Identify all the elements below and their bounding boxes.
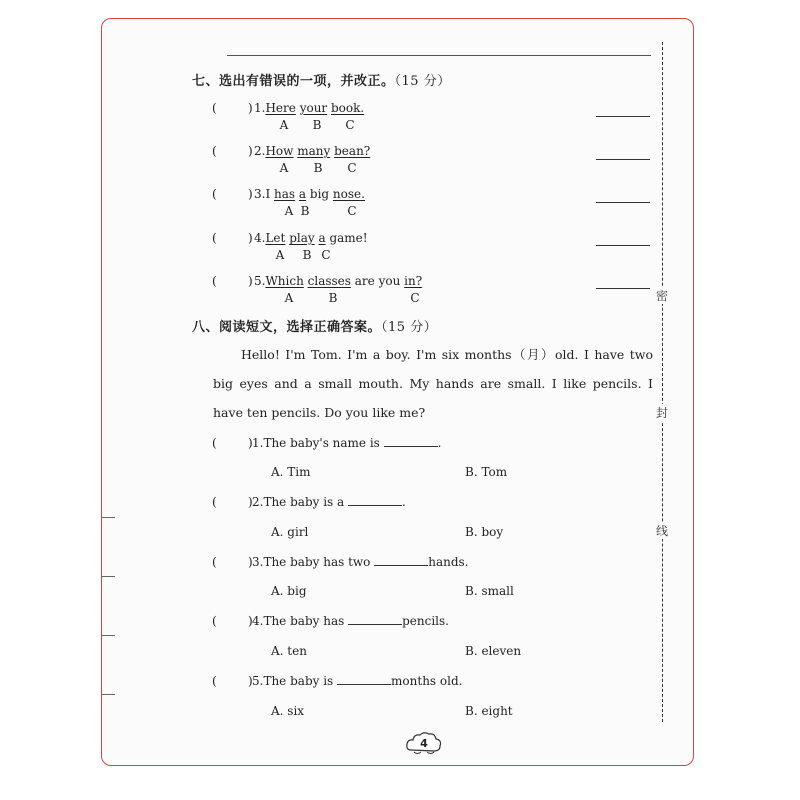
fill-blank[interactable] <box>337 674 391 685</box>
option-a[interactable]: A. six <box>271 704 305 718</box>
option-word-b: classes <box>307 274 351 288</box>
question-text-end: months old. <box>391 674 463 688</box>
option-letter: C <box>321 248 331 262</box>
question-number: 2. <box>252 495 264 509</box>
reading-question-4 <box>252 614 449 628</box>
correction-line[interactable] <box>596 202 650 203</box>
page-number-cloud-icon <box>405 730 443 756</box>
question-number: 1. <box>254 101 266 115</box>
option-a[interactable]: A. ten <box>271 644 307 658</box>
option-word-b: your <box>299 101 328 115</box>
question-number: 3. <box>252 555 264 569</box>
reading-question-3 <box>252 555 468 569</box>
page-number-badge <box>405 730 443 756</box>
bracket-open: ( <box>212 187 217 201</box>
option-word-c: nose. <box>332 187 365 201</box>
bracket-open: ( <box>212 144 217 158</box>
question-text-end: . <box>437 436 442 450</box>
question-number: 4. <box>254 231 266 245</box>
section-8-title <box>192 316 437 335</box>
question-text-end: hands. <box>428 555 469 569</box>
plain-word: are you <box>354 274 401 288</box>
section-8-title-text: 八、阅读短文，选择正确答案。 <box>192 320 382 335</box>
error-question-3 <box>254 187 365 201</box>
bracket-close: ) <box>248 274 253 288</box>
plain-word: game! <box>329 231 368 245</box>
option-letter: A <box>275 248 285 262</box>
question-text-end: . <box>402 495 406 509</box>
section-7-score: （15 分） <box>394 74 451 89</box>
question-text: The baby is <box>263 674 334 688</box>
question-text: The baby's name is <box>263 436 380 450</box>
option-letter: B <box>313 161 323 175</box>
bracket-close: ) <box>248 495 253 509</box>
bracket-open: ( <box>212 674 217 688</box>
option-letter: C <box>410 291 420 305</box>
section-7-title <box>192 70 451 89</box>
error-question-4 <box>254 231 368 245</box>
question-text: The baby has two <box>263 555 371 569</box>
bracket-close: ) <box>248 231 253 245</box>
option-letter: B <box>302 248 312 262</box>
fill-blank[interactable] <box>384 436 438 447</box>
bracket-open: ( <box>212 555 217 569</box>
option-letter: B <box>328 291 338 305</box>
binding-char-xian: 线 <box>653 522 671 539</box>
option-letter: B <box>312 118 322 132</box>
option-b[interactable]: B. small <box>465 584 514 598</box>
binding-char-feng: 封 <box>653 404 671 421</box>
question-number: 1. <box>252 436 264 450</box>
bracket-open: ( <box>212 495 217 509</box>
option-word-a: How <box>265 144 294 158</box>
question-text-end: pencils. <box>402 614 449 628</box>
error-question-1 <box>254 101 364 115</box>
correction-line[interactable] <box>596 245 650 246</box>
option-b[interactable]: B. Tom <box>465 465 508 479</box>
option-b[interactable]: B. boy <box>465 525 504 539</box>
question-number: 3. <box>254 187 266 201</box>
error-question-5 <box>254 274 422 288</box>
fill-blank[interactable] <box>348 495 402 506</box>
option-letter: B <box>300 204 310 218</box>
binding-fold-line <box>662 42 663 722</box>
bracket-open: ( <box>212 436 217 450</box>
reading-passage: Hello! I'm Tom. I'm a boy. I'm six months（月）old. I have two big eyes and a small mouth. My hands are small. I like pencils. I have ten pencils. Do you like me? <box>213 347 653 420</box>
option-letter: A <box>284 204 294 218</box>
option-b[interactable]: B. eleven <box>465 644 522 658</box>
bracket-close: ) <box>248 674 253 688</box>
option-word-c: a <box>318 231 326 245</box>
page-number: 4 <box>420 737 428 750</box>
option-word-b: many <box>297 144 331 158</box>
option-a[interactable]: A. Tim <box>271 465 311 479</box>
bracket-close: ) <box>248 436 253 450</box>
option-letter: C <box>347 204 357 218</box>
option-b[interactable]: B. eight <box>465 704 513 718</box>
option-word-a: Here <box>265 101 296 115</box>
section-8-score: （15 分） <box>381 320 438 335</box>
header-rule <box>227 55 651 56</box>
question-number: 2. <box>254 144 266 158</box>
option-word-a: Which <box>265 274 304 288</box>
section-7-title-text: 七、选出有错误的一项，并改正。 <box>192 74 395 89</box>
option-letter: A <box>284 291 294 305</box>
bracket-close: ) <box>248 144 253 158</box>
plain-word: I <box>265 187 271 201</box>
margin-tick <box>101 635 115 636</box>
plain-word: big <box>309 187 330 201</box>
bracket-open: ( <box>212 614 217 628</box>
reading-question-1 <box>252 436 442 450</box>
option-word-a: has <box>274 187 296 201</box>
question-text: The baby has <box>263 614 345 628</box>
fill-blank[interactable] <box>348 614 402 625</box>
option-letter: C <box>347 161 357 175</box>
margin-tick <box>101 694 115 695</box>
question-number: 5. <box>254 274 266 288</box>
bracket-open: ( <box>212 101 217 115</box>
bracket-close: ) <box>248 555 253 569</box>
bracket-close: ) <box>248 101 253 115</box>
option-letter: A <box>279 161 289 175</box>
question-number: 4. <box>252 614 264 628</box>
option-word-c: bean? <box>334 144 371 158</box>
reading-question-2 <box>252 495 406 509</box>
bracket-close: ) <box>248 187 253 201</box>
correction-line[interactable] <box>596 288 650 289</box>
correction-line[interactable] <box>596 116 650 117</box>
correction-line[interactable] <box>596 159 650 160</box>
option-word-a: Let <box>265 231 286 245</box>
reading-question-5 <box>252 674 462 688</box>
bracket-open: ( <box>212 274 217 288</box>
option-letter: A <box>279 118 289 132</box>
option-a[interactable]: A. big <box>271 584 307 598</box>
binding-char-mi: 密 <box>653 287 671 304</box>
option-letter: C <box>345 118 355 132</box>
margin-tick <box>101 576 115 577</box>
question-number: 5. <box>252 674 264 688</box>
option-word-b: play <box>289 231 315 245</box>
option-word-c: book. <box>330 101 365 115</box>
option-word-b: a <box>298 187 307 201</box>
option-word-c: in? <box>404 274 423 288</box>
bracket-close: ) <box>248 614 253 628</box>
question-text: The baby is a <box>263 495 345 509</box>
error-question-2 <box>254 144 370 158</box>
margin-tick <box>101 517 115 518</box>
fill-blank[interactable] <box>374 555 428 566</box>
option-a[interactable]: A. girl <box>271 525 309 539</box>
bracket-open: ( <box>212 231 217 245</box>
